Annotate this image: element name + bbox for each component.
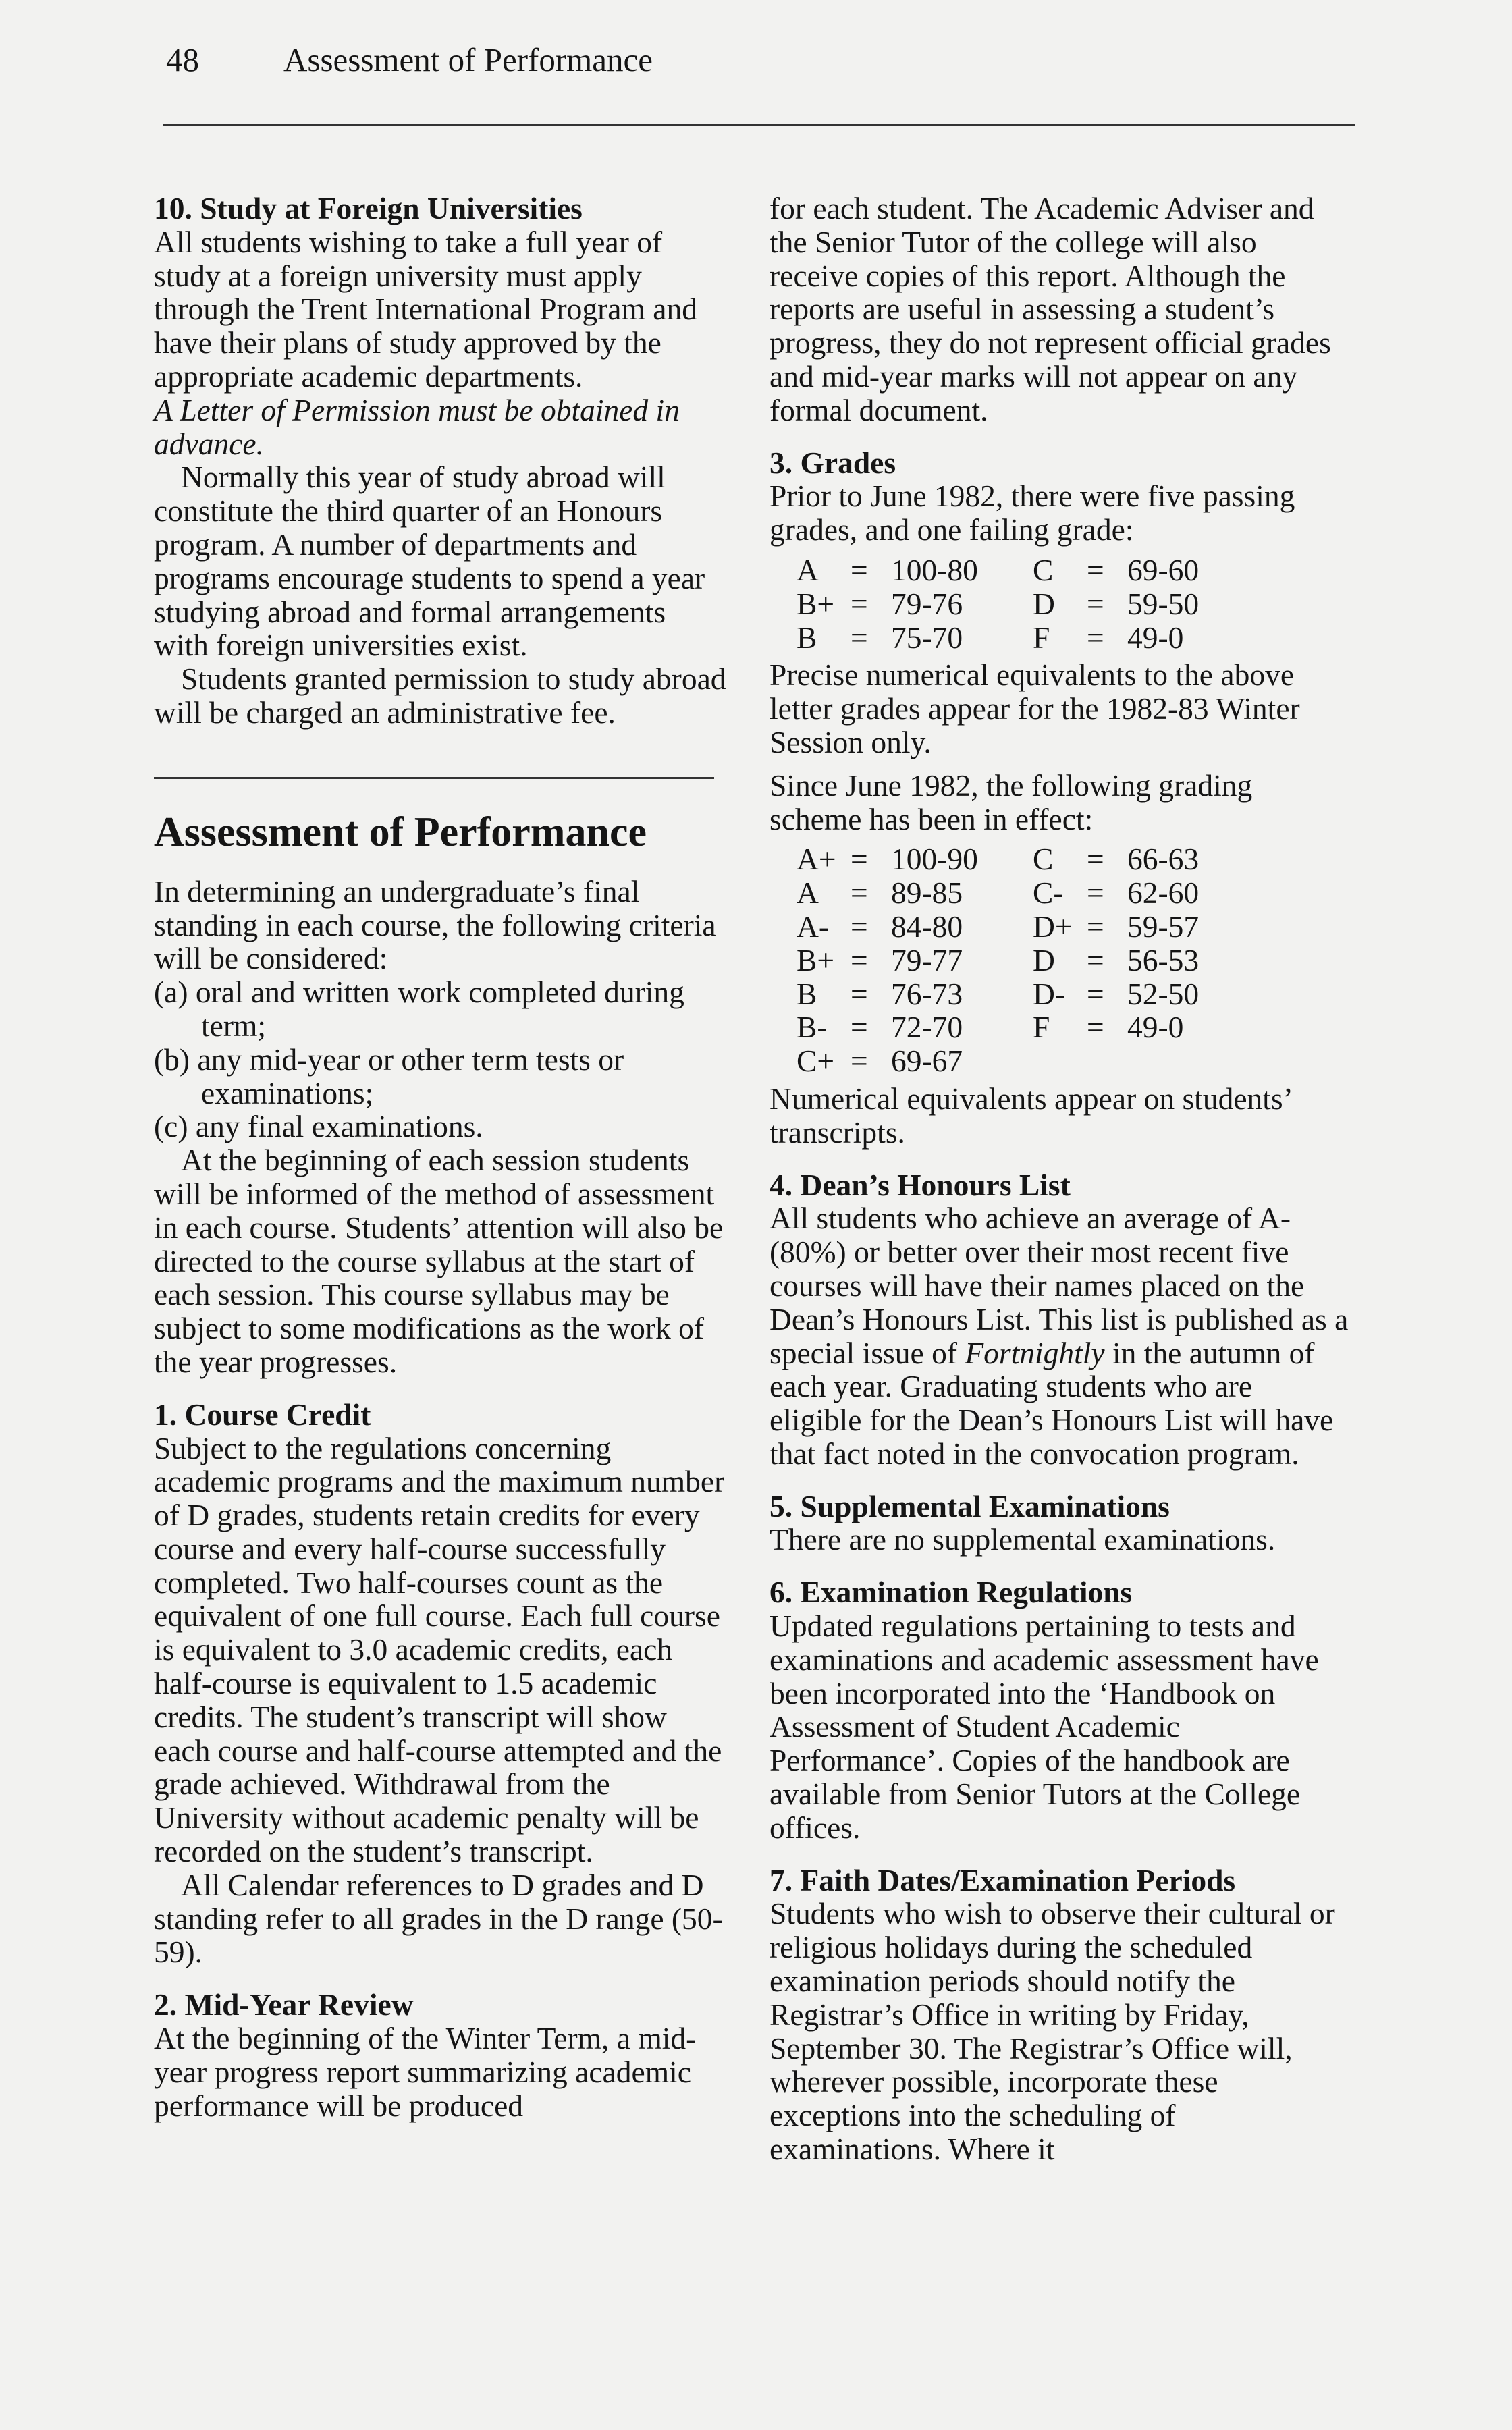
spacer xyxy=(154,1969,728,1988)
grade-range: 66-63 xyxy=(1127,842,1199,877)
paragraph: Numerical equivalents appear on students’ transcripts. xyxy=(770,1081,1291,1150)
spacer xyxy=(770,1471,1350,1490)
equals-sign: = xyxy=(1087,552,1104,587)
paragraph: Subject to the regulations concerning academic programs and the maximum number of D grades, students retain credits for every course and every half-course successfully completed. Two half-courses count as the equivalent of one full course. Each full course is equivalent to 3.0 academic credits, each half-course is equivalent to 1.5 academic credits. The student’s transcript will show each course and half-course attempted and the grade achieved. Withdrawal from the University without academic penalty will be recorded on the student’s transcript. xyxy=(154,1430,725,1869)
grade-range: 79-76 xyxy=(891,586,963,621)
grade-letter: F xyxy=(1033,1010,1050,1045)
equals-sign: = xyxy=(850,909,868,944)
section-heading-supplemental: 5. Supplemental Examinations xyxy=(770,1488,1170,1523)
equals-sign: = xyxy=(850,1044,868,1079)
grade-range: 89-85 xyxy=(891,875,963,911)
grade-range: 59-50 xyxy=(1127,586,1199,621)
paragraph: Precise numerical equivalents to the above letter grades appear for the 1982-83 Winter Session only. xyxy=(770,657,1300,759)
spacer xyxy=(770,1557,1350,1575)
paragraph: Since June 1982, the following grading scheme has been in effect: xyxy=(770,767,1253,836)
spacer xyxy=(770,1150,1350,1168)
grade-letter: F xyxy=(1033,620,1050,655)
grade-letter: C- xyxy=(1033,875,1064,911)
grade-range: 72-70 xyxy=(891,1010,963,1045)
section-heading-deans-list: 4. Dean’s Honours List xyxy=(770,1167,1071,1202)
list-item: (b) any mid-year or other term tests or examinations; xyxy=(154,1042,624,1110)
grade-range: 49-0 xyxy=(1127,620,1184,655)
grade-letter: B+ xyxy=(796,942,835,977)
equals-sign: = xyxy=(1087,620,1104,655)
spacer xyxy=(770,427,1350,446)
left-column xyxy=(154,192,728,2122)
running-title: Assessment of Performance xyxy=(284,41,653,78)
equals-sign: = xyxy=(1087,976,1104,1011)
paragraph: At the beginning of the Winter Term, a mid-year progress report summarizing academic performance will be produced xyxy=(154,2021,697,2123)
grade-letter: D xyxy=(1033,942,1055,977)
paragraph-deans-list xyxy=(770,1202,1350,1470)
paragraph: At the beginning of each session students will be informed of the method of assessment in each course. Students’ attention will also be directed to the course syllabus at the start of each session. This course syllabus may be subject to some modifications as the work of the year progresses. xyxy=(154,1143,724,1379)
grade-range: 76-73 xyxy=(891,976,963,1011)
section-heading-exam-regulations: 6. Examination Regulations xyxy=(770,1575,1133,1610)
grade-letter: B+ xyxy=(796,586,835,621)
text-run: All students who achieve an average of A- (80%) or better over their most recent five courses will have their names placed on the Dean’s Honours List. This list is published as a special issue of xyxy=(770,1201,1349,1370)
paragraph: Students granted permission to study abroad will be charged an administrative fee. xyxy=(154,662,726,730)
section-heading-faith-dates: 7. Faith Dates/Examination Periods xyxy=(770,1862,1236,1897)
equals-sign: = xyxy=(850,976,868,1011)
section-heading-foreign-study: 10. Study at Foreign Universities xyxy=(154,191,583,225)
grade-range: 69-60 xyxy=(1127,552,1199,587)
grade-letter: D- xyxy=(1033,976,1066,1011)
section-heading-grades: 3. Grades xyxy=(770,445,896,480)
equals-sign: = xyxy=(850,875,868,911)
paragraph: Updated regulations pertaining to tests and examinations and academic assessment have been incorporated into the ‘Handbook on Assessment of Student Academic Performance’. Copies of the handbook are available from Senior Tutors at the College offices. xyxy=(770,1609,1319,1845)
equals-sign: = xyxy=(1087,842,1104,877)
paragraph: In determining an undergraduate’s final standing in each course, the following criteria will be considered: xyxy=(154,873,716,976)
grade-letter: B xyxy=(796,976,817,1011)
paragraph: Prior to June 1982, there were five passing grades, and one failing grade: xyxy=(770,479,1295,547)
equals-sign: = xyxy=(850,552,868,587)
section-rule xyxy=(154,777,714,779)
list-item: (c) any final examinations. xyxy=(154,1109,483,1144)
grade-letter: D xyxy=(1033,586,1055,621)
paragraph: All students wishing to take a full year of study at a foreign university must apply through the Trent International Program and have their plans of study approved by the appropriate academic departments. xyxy=(154,224,697,394)
grade-letter: C xyxy=(1033,842,1054,877)
grade-range: 49-0 xyxy=(1127,1010,1184,1045)
grade-range: 52-50 xyxy=(1127,976,1199,1011)
equals-sign: = xyxy=(1087,909,1104,944)
header-rule xyxy=(163,124,1355,126)
text-run: in the autumn of each year. Graduating students who are eligible for the Dean’s Honours List will have that fact noted in the convocation program. xyxy=(770,1335,1334,1471)
grade-letter xyxy=(1033,1044,1087,1078)
grade-letter: A- xyxy=(796,909,830,944)
grade-range: 100-90 xyxy=(891,842,978,877)
equals-sign: = xyxy=(1087,1010,1104,1045)
grade-letter: A xyxy=(796,552,819,587)
equals-sign: = xyxy=(850,620,868,655)
grade-range: 56-53 xyxy=(1127,942,1199,977)
grade-range: 62-60 xyxy=(1127,875,1199,911)
paragraph: There are no supplemental examinations. xyxy=(770,1522,1276,1557)
section-heading-mid-year-review: 2. Mid-Year Review xyxy=(154,1987,414,2022)
grade-letter: C+ xyxy=(796,1044,835,1079)
equals-sign: = xyxy=(850,942,868,977)
list-item: (a) oral and written work completed during term; xyxy=(154,975,684,1043)
section-heading-course-credit: 1. Course Credit xyxy=(154,1397,371,1432)
spacer xyxy=(770,1845,1350,1864)
equals-sign: = xyxy=(1087,942,1104,977)
spacer xyxy=(770,759,1350,769)
paragraph: Normally this year of study abroad will constitute the third quarter of an Honours program. A number of departments and programs encourage students to spend a year studying abroad and formal arrangements with foreign universities exist. xyxy=(154,460,705,663)
empty-cell xyxy=(1087,1044,1127,1078)
grade-range: 79-77 xyxy=(891,942,963,977)
equals-sign: = xyxy=(850,586,868,621)
grade-range: 100-80 xyxy=(891,552,978,587)
paragraph-italic: A Letter of Permission must be obtained in advance. xyxy=(154,392,680,461)
grade-letter: B- xyxy=(796,1010,828,1045)
grade-range: 75-70 xyxy=(891,620,963,655)
paragraph: Students who wish to observe their cultural or religious holidays during the scheduled examination periods should notify the Registrar’s Office in writing by Friday, September 30. The Registrar’s Office will, wherever possible, incorporate these exceptions into the scheduling of examinations. Where it xyxy=(770,1896,1335,2167)
paragraph: for each student. The Academic Adviser and the Senior Tutor of the college will also receive copies of this report. Although the reports are useful in assessing a student’s progress, they do not represent official grades and mid-year marks will not appear on any formal document. xyxy=(770,191,1331,427)
grade-letter: A xyxy=(796,875,819,911)
grade-letter: B xyxy=(796,620,817,655)
grade-range: 69-67 xyxy=(891,1044,963,1079)
equals-sign: = xyxy=(1087,875,1104,911)
publication-title: Fortnightly xyxy=(965,1335,1105,1370)
grade-range: 84-80 xyxy=(891,909,963,944)
grade-letter: D+ xyxy=(1033,909,1073,944)
equals-sign: = xyxy=(850,1010,868,1045)
right-column xyxy=(770,192,1350,2166)
page-number: 48 xyxy=(166,41,199,78)
grade-letter: C xyxy=(1033,552,1054,587)
page-header xyxy=(166,40,1350,89)
old-grade-table xyxy=(796,554,1350,654)
equals-sign: = xyxy=(850,842,868,877)
spacer xyxy=(154,1379,728,1398)
grade-range: 59-57 xyxy=(1127,909,1199,944)
major-heading: Assessment of Performance xyxy=(154,809,647,855)
equals-sign: = xyxy=(1087,586,1104,621)
grade-letter: A+ xyxy=(796,842,836,877)
new-grade-table xyxy=(796,842,1350,1078)
paragraph: All Calendar references to D grades and D standing refer to all grades in the D range (50-59). xyxy=(154,1867,723,1970)
empty-cell xyxy=(1127,1044,1235,1078)
